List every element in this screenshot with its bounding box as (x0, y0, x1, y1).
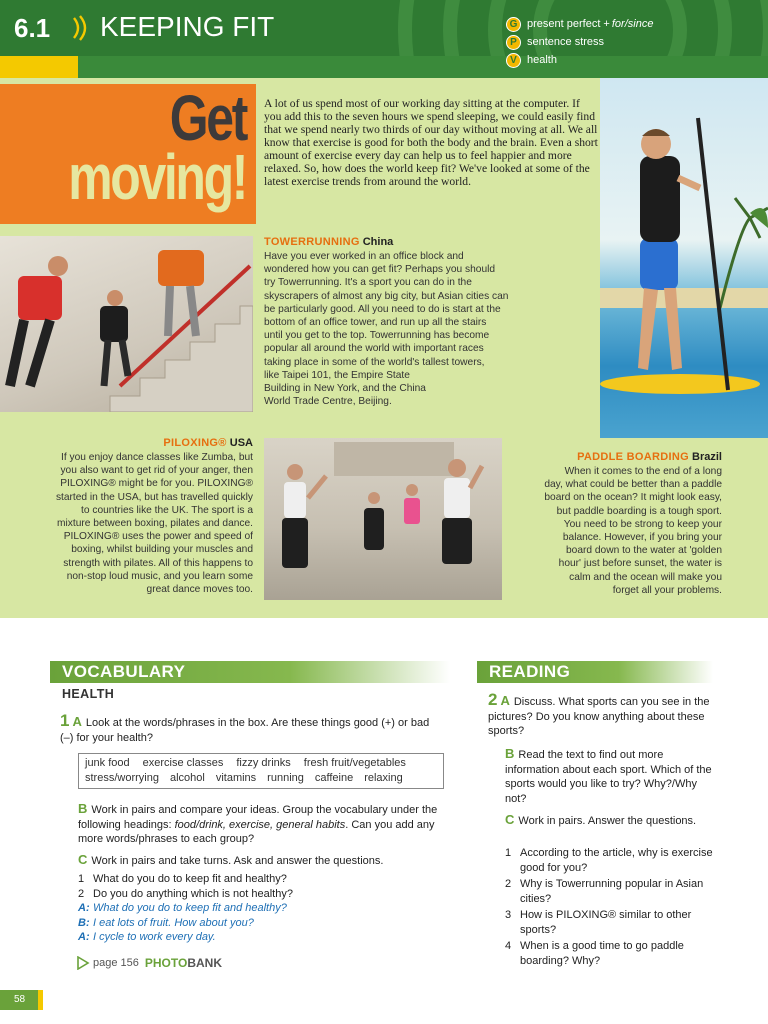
reading-exercise-2b (505, 747, 717, 806)
text-line: When it comes to the end of a long (564, 466, 722, 477)
dialogue-line (78, 901, 448, 916)
text-line: PILOXING® uses the power and speed of (63, 531, 253, 543)
text-line: be particularly good. All you need to do is start at the (264, 303, 501, 315)
question-text: Why is Towerrunning popular in Asian cities? (520, 878, 704, 905)
towerrunning-photo (0, 236, 253, 412)
text-line: Have you ever worked in an office block and (264, 251, 464, 262)
question-text: When is a good time to go paddle boarding? Why? (520, 940, 684, 967)
reading-exercise-2a (488, 690, 710, 739)
photobank-label: PHOTO (144, 956, 188, 970)
speaker: A: (78, 931, 90, 943)
unit-title: KEEPING FIT (100, 11, 275, 42)
text-line: board on the ocean? It might look easy, (544, 492, 722, 504)
article-title-line2: moving! (68, 141, 246, 213)
text-line: taking place in some of the world's tallest towers, (264, 356, 485, 368)
word: fizzy drinks (236, 757, 291, 769)
text-line: strength with pilates. All of this happens to (63, 557, 253, 569)
text-line: until you get to the top. Towerrunning has become (264, 330, 490, 342)
objective-grammar (506, 16, 653, 32)
text-line: forget all your problems. (612, 584, 722, 596)
photobank-link[interactable] (76, 956, 222, 970)
page-number: 58 (0, 990, 38, 1010)
question-item (505, 939, 717, 968)
header-yellow-bar (0, 56, 78, 78)
word: stress/worrying (85, 772, 159, 784)
word-box-row (85, 756, 437, 771)
paddle-section (508, 450, 722, 597)
exercise-text: Discuss. What sports can you see in the pictures? Do you know anything about these sports? (488, 696, 710, 737)
objective-vocabulary (506, 52, 557, 68)
piloxing-country: USA (229, 437, 253, 449)
photobank-label-bank: BANK (187, 956, 223, 970)
piloxing-photo (264, 438, 502, 600)
reading-questions (505, 846, 717, 968)
question-text: Do you do anything which is not healthy? (93, 887, 293, 900)
text-line: try Towerrunning. It's a sport you can do in the (264, 277, 472, 289)
paddle-country: Brazil (692, 451, 722, 463)
word: vitamins (215, 772, 257, 784)
text-line: You need to be strong to keep your (563, 518, 722, 530)
text-line: started in the USA, but has travelled quickly (55, 491, 253, 503)
objective-text: present perfect + (527, 18, 610, 30)
text-line: you also want to get rid of your anger, then (60, 465, 253, 477)
question-item (78, 887, 448, 902)
objective-text: sentence stress (527, 36, 605, 48)
speaker: B: (78, 916, 90, 929)
question-number: 1 (505, 847, 512, 859)
exercise-letter: C (505, 812, 515, 827)
piloxing-class-illustration (264, 438, 502, 600)
piloxing-text (6, 451, 253, 596)
unit-number: 6.1 (14, 13, 51, 43)
text-line: balance. However, if you bring your (562, 532, 722, 544)
text-line: to countries like the UK. The sport is a (81, 504, 253, 516)
objective-text-italic: for/since (611, 18, 654, 30)
grammar-badge: G (506, 17, 521, 32)
play-triangle-icon (76, 956, 90, 970)
exercise-letter: A (72, 714, 82, 729)
vocabulary-subheading: HEALTH (62, 687, 115, 701)
question-item (505, 908, 717, 937)
question-number: 2 (78, 887, 85, 900)
dialogue-line (78, 930, 448, 945)
word: running (267, 772, 304, 784)
text-line: wondered how you can get fit? Perhaps you should (264, 264, 496, 276)
question-item (78, 872, 448, 887)
word: fresh fruit/vegetables (303, 757, 406, 769)
vocabulary-heading: VOCABULARY (50, 661, 450, 683)
text-line: boxing, whilst building your muscles and (71, 544, 253, 556)
text-line: board down to the water at 'golden (566, 545, 722, 557)
footer-accent (38, 990, 43, 1010)
text-line: skyscrapers of almost any big city, but Asian cities can (264, 290, 509, 302)
reading-heading: READING (477, 661, 713, 683)
towerrunning-country: China (362, 236, 394, 248)
question-number: 2 (505, 878, 512, 890)
question-text: How is PILOXING® similar to other sports? (520, 909, 692, 936)
text-line: Building in New York, and the China (264, 383, 426, 395)
exercise-text: Work in pairs. Answer the questions. (518, 815, 697, 827)
text-line: bottom of an office tower, and run up all the stairs (264, 317, 487, 329)
reading-exercise-2c (505, 813, 717, 829)
dialogue-text: I eat lots of fruit. How about you? (93, 916, 254, 929)
word-box-row (85, 771, 437, 786)
dialogue-text: What do you do to keep fit and healthy? (93, 902, 287, 914)
exercise-letter: B (78, 801, 88, 816)
header-green-bar (78, 56, 768, 78)
paddle-boarder-illustration (600, 78, 768, 438)
question-text: According to the article, why is exercise good for you? (520, 847, 713, 874)
exercise-text-italic: food/drink, exercise, general habits (174, 818, 346, 831)
question-text: What do you do to keep fit and healthy? (93, 873, 287, 885)
question-item (505, 846, 717, 875)
stair-runners-illustration (0, 236, 253, 412)
dialogue-line (78, 916, 448, 931)
vocabulary-badge: V (506, 53, 521, 68)
word: exercise classes (142, 757, 224, 769)
towerrunning-title: TOWERRUNNING (264, 236, 360, 248)
exercise-letter: C (78, 852, 88, 867)
speaker: A: (78, 902, 90, 914)
question-number: 4 (505, 940, 512, 952)
paddle-text (508, 465, 722, 597)
question-item (505, 877, 717, 906)
exercise-number: 2 (488, 690, 498, 709)
paddle-boarding-photo (600, 78, 768, 438)
text-line: If you enjoy dance classes like Zumba, but (61, 452, 253, 463)
text-line: day, what could be better than a paddle (544, 479, 722, 491)
pronunciation-badge: P (506, 35, 521, 50)
piloxing-section (6, 436, 253, 596)
dialogue-text: I cycle to work every day. (93, 931, 216, 943)
page-reference: page 156 (93, 957, 139, 969)
towerrunning-text (264, 250, 584, 408)
towerrunning-section (264, 235, 584, 408)
text-line: but paddle boarding is a tough sport. (556, 505, 722, 517)
exercise-text: . Can you add any more words/phrases to each group? (78, 818, 435, 845)
vocab-exercise-1a (60, 711, 440, 745)
word: alcohol (169, 772, 205, 784)
text-line: World Trade Centre, Beijing. (264, 396, 392, 408)
objective-text: health (527, 54, 557, 66)
text-line: hour' just before sunset, the water is (558, 558, 722, 570)
question-number: 3 (505, 909, 512, 921)
exercise-number: 1 (60, 711, 70, 730)
exercise-text: Look at the words/phrases in the box. Are these things good (+) or bad (–) for your health? (60, 717, 430, 744)
text-line: mixture between boxing, pilates and dance. (57, 518, 253, 530)
article-intro: A lot of us spend most of our working day sitting at the computer. If you add this to the seven hours we spend sleeping, we could easily find that we spend nearly two thirds of our day without moving at all. We all know that exercise is good for both the body and the brain. Even a short amount of exercise every day can help us to feel happier and more relaxed. So, how does the world keep fit? We've looked at some of the latest exercise trends from around the world. (264, 97, 598, 188)
text-line: popular all around the world with important races (264, 343, 484, 355)
text-line: non-stop loud music, and you learn some (66, 570, 253, 582)
question-number: 1 (78, 873, 85, 885)
text-line: great dance moves too. (146, 584, 253, 596)
exercise-text: Work in pairs and compare your ideas. Group the vocabulary under the following headings: (78, 804, 438, 831)
text-line: like Taipei 101, the Empire State (264, 369, 410, 381)
vocab-exercise-1c (78, 853, 448, 869)
vocab-exercise-1b (78, 802, 448, 847)
exercise-letter: A (500, 693, 510, 708)
exercise-text: Read the text to find out more information about each sport. Which of the sports would you like to try? Why?/Why not? (505, 749, 712, 805)
text-line: calm and the ocean will make you (569, 571, 722, 583)
vocab-questions (78, 872, 448, 945)
audio-waves-icon (70, 14, 94, 42)
word: junk food (85, 757, 130, 769)
vocabulary-word-box (78, 753, 444, 789)
objective-pronunciation (506, 34, 604, 50)
piloxing-title: PILOXING® (163, 437, 227, 449)
exercise-letter: B (505, 746, 515, 761)
word: caffeine (314, 772, 354, 784)
article-title-line1: Get (169, 82, 246, 154)
exercise-text: Work in pairs and take turns. Ask and answer the questions. (91, 855, 384, 867)
text-line: PILOXING® might be for you. PILOXING® (60, 478, 253, 490)
paddle-title: PADDLE BOARDING (577, 451, 689, 463)
word: relaxing (364, 772, 403, 784)
